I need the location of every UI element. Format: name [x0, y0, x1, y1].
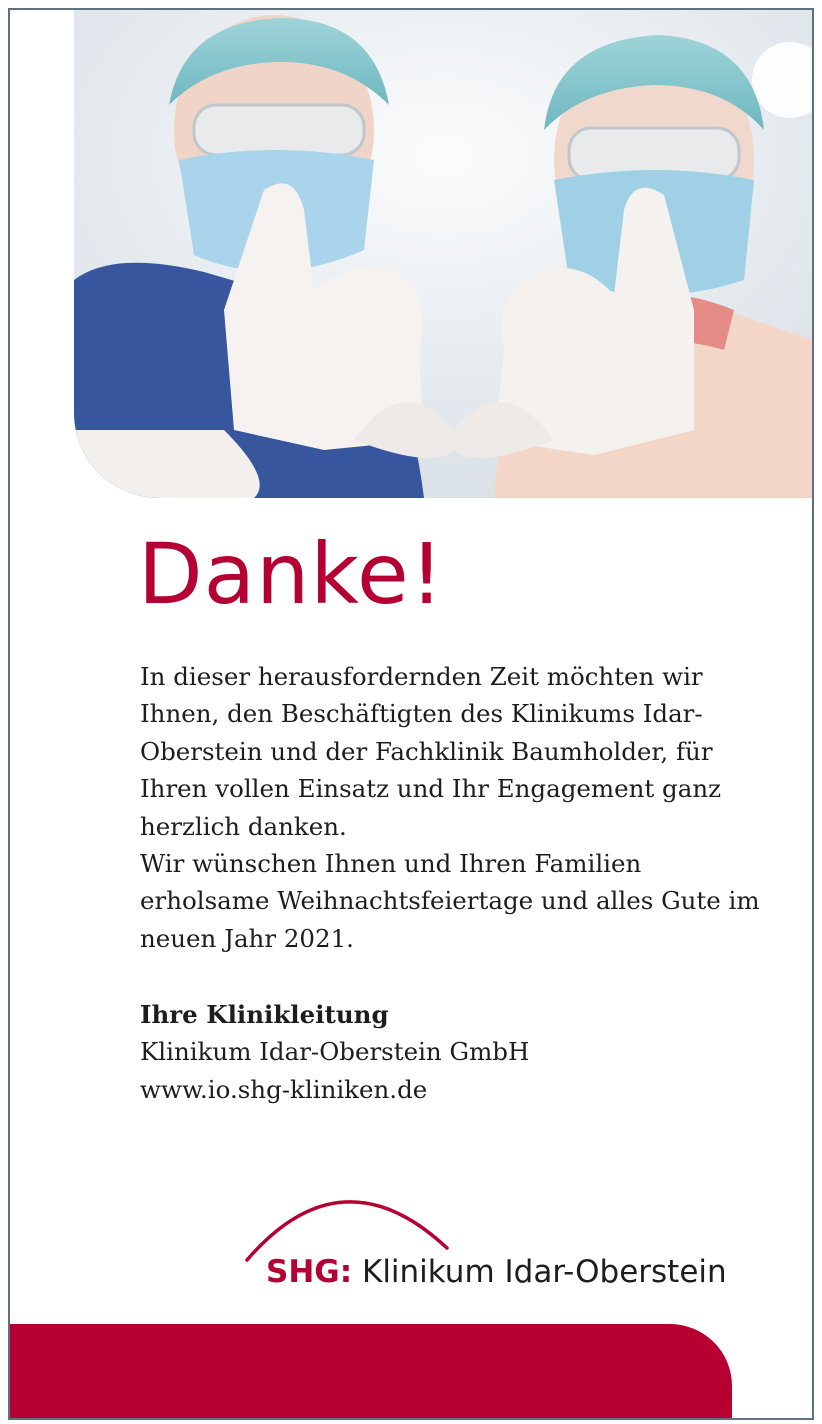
signature-organization: Klinikum Idar-Oberstein GmbH	[140, 1037, 530, 1067]
signature-website: www.io.shg-kliniken.de	[140, 1074, 428, 1104]
logo-brand: SHG:	[266, 1254, 353, 1290]
ad-frame	[8, 8, 814, 1420]
footer-accent-bar	[10, 1324, 732, 1420]
message-paragraph-wishes: Wir wünschen Ihnen und Ihren Familien erholsame Weihnachtsfeiertage und alles Gute im neuen Jahr 2021.	[140, 849, 760, 953]
message-body	[140, 658, 760, 957]
logo-name: Klinikum Idar-Oberstein	[361, 1254, 727, 1290]
logo-wordmark	[266, 1254, 727, 1290]
photo-illustration	[74, 10, 814, 498]
message-paragraph-thanks: In dieser herausfordernden Zeit möchten wir Ihnen, den Beschäftigten des Klinikums Idar-Oberstein und der Fachklinik Baumholder, für Ihren vollen Einsatz und Ihr Engagement ganz herzlich danken.	[140, 662, 722, 841]
shg-logo	[242, 1170, 742, 1300]
headline: Danke!	[138, 525, 445, 623]
signature-name: Ihre Klinikleitung	[140, 1000, 389, 1029]
signature-block	[140, 996, 529, 1108]
medical-staff-heart-hands-photo	[74, 10, 814, 498]
